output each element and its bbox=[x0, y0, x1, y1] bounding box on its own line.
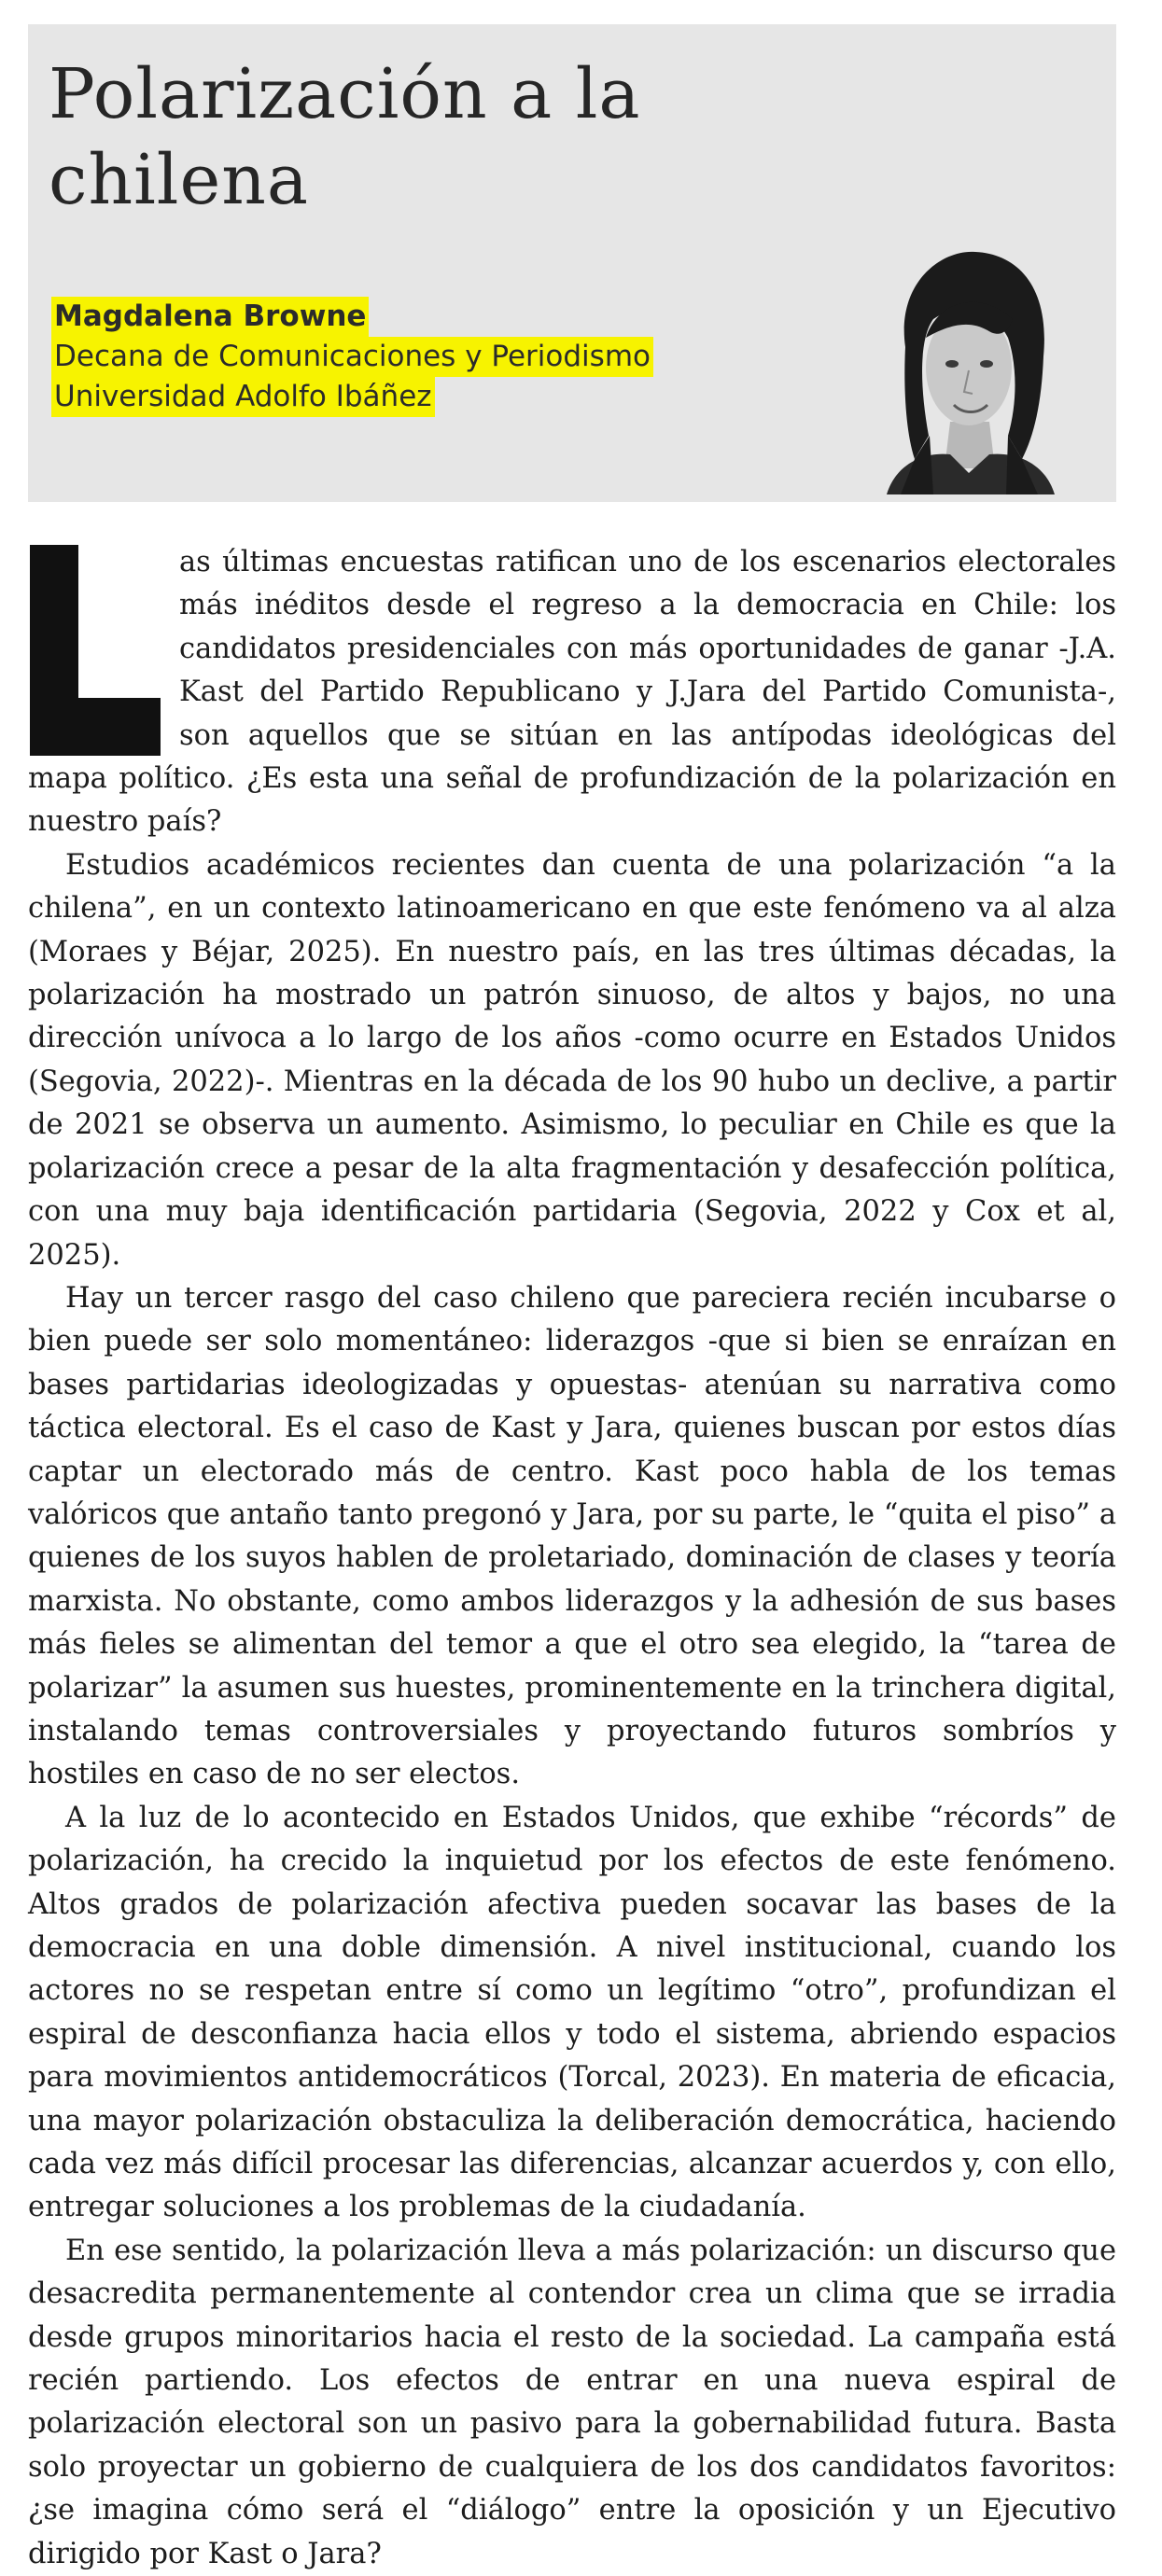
article-paragraph-3: Hay un tercer rasgo del caso chileno que pareciera recién incubarse o bien puede ser solo momentáneo: liderazgos -que si bien se enraízan en bases partidarias ideologizadas y opuestas- atenúan su narrativa como táctica electoral. Es el caso de Kast y Jara, quienes buscan por estos días captar un electorado más de centro. Kast poco habla de los temas valóricos que antaño tanto pregonó y Jara, por su parte, le “quita el piso” a quienes de los suyos hablen de proletariado, dominación de clases y teoría marxista. No obstante, como ambos liderazgos y la adhesión de sus bases más fieles se alimentan del temor a que el otro sea elegido, la “tarea de polarizar” la asumen sus huestes, prominentemente en la trinchera digital, instalando temas controversiales y proyectando futuros sombríos y hostiles en caso de no ser electos. bbox=[28, 1281, 1116, 1791]
author-role: Decana de Comunicaciones y Periodismo bbox=[51, 337, 653, 377]
article-paragraph-5: En ese sentido, la polarización lleva a más polarización: un discurso que desacredita permanentemente al contendor crea un clima que se irradia desde grupos minoritarios hacia el resto de la sociedad. La campaña está recién partiendo. Los efectos de entrar en una nueva espiral de polarización electoral son un pasivo para la gobernabilidad futura. Basta solo proyectar un gobierno de cualquiera de los dos candidatos favoritos: ¿se imagina cómo será el “diálogo” entre la oposición y un Ejecutivo dirigido por Kast o Jara? bbox=[28, 2234, 1116, 2570]
article-body bbox=[28, 541, 1116, 2576]
drop-cap bbox=[30, 545, 161, 756]
article-paragraph-1: as últimas encuestas ratifican uno de los escenarios electorales más inéditos desde el regreso a la democracia en Chile: los candidatos presidenciales con más oportunidades de ganar -J.A. Kast del Partido Republicano y J.Jara del Partido Comunista-, son aquellos que se sitúan en las antípodas ideológicas del mapa político. ¿Es esta una señal de profundización de la polarización en nuestro país? bbox=[28, 546, 1116, 839]
author-portrait bbox=[868, 244, 1068, 494]
author-institution: Universidad Adolfo Ibáñez bbox=[51, 377, 435, 417]
article-title: Polarización a la chilena bbox=[49, 54, 641, 220]
article-paragraph-2: Estudios académicos recientes dan cuenta de una polarización “a la chilena”, en un contexto latinoamericano en que este fenómeno va al alza (Moraes y Béjar, 2025). En nuestro país, en las tres últimas décadas, la polarización ha mostrado un patrón sinuoso, de altos y bajos, no una dirección unívoca a lo largo de los años -como ocurre en Estados Unidos (Segovia, 2022)-. Mientras en la década de los 90 hubo un declive, a partir de 2021 se observa un aumento. Asimismo, lo peculiar en Chile es que la polarización crece a pesar de la alta fragmentación y desafección política, con una muy baja identificación partidaria (Segovia, 2022 y Cox et al, 2025). bbox=[28, 848, 1116, 1272]
author-name: Magdalena Browne bbox=[51, 297, 369, 337]
article-paragraph-4: A la luz de lo acontecido en Estados Unidos, que exhibe “récords” de polarización, ha crecido la inquietud por los efectos de este fenómeno. Altos grados de polarización afectiva pueden socavar las bases de la democracia en una doble dimensión. A nivel institucional, cuando los actores no se respetan entre sí como un legítimo “otro”, profundizan el espiral de desconfianza hacia ellos y todo el sistema, abriendo espacios para movimientos antidemocráticos (Torcal, 2023). En materia de eficacia, una mayor polarización obstaculiza la deliberación democrática, haciendo cada vez más difícil procesar las diferencias, alcanzar acuerdos y, con ello, entregar soluciones a los problemas de la ciudadanía. bbox=[28, 1801, 1116, 2224]
author-byline bbox=[51, 297, 653, 417]
author-portrait-drawing bbox=[887, 252, 1055, 494]
